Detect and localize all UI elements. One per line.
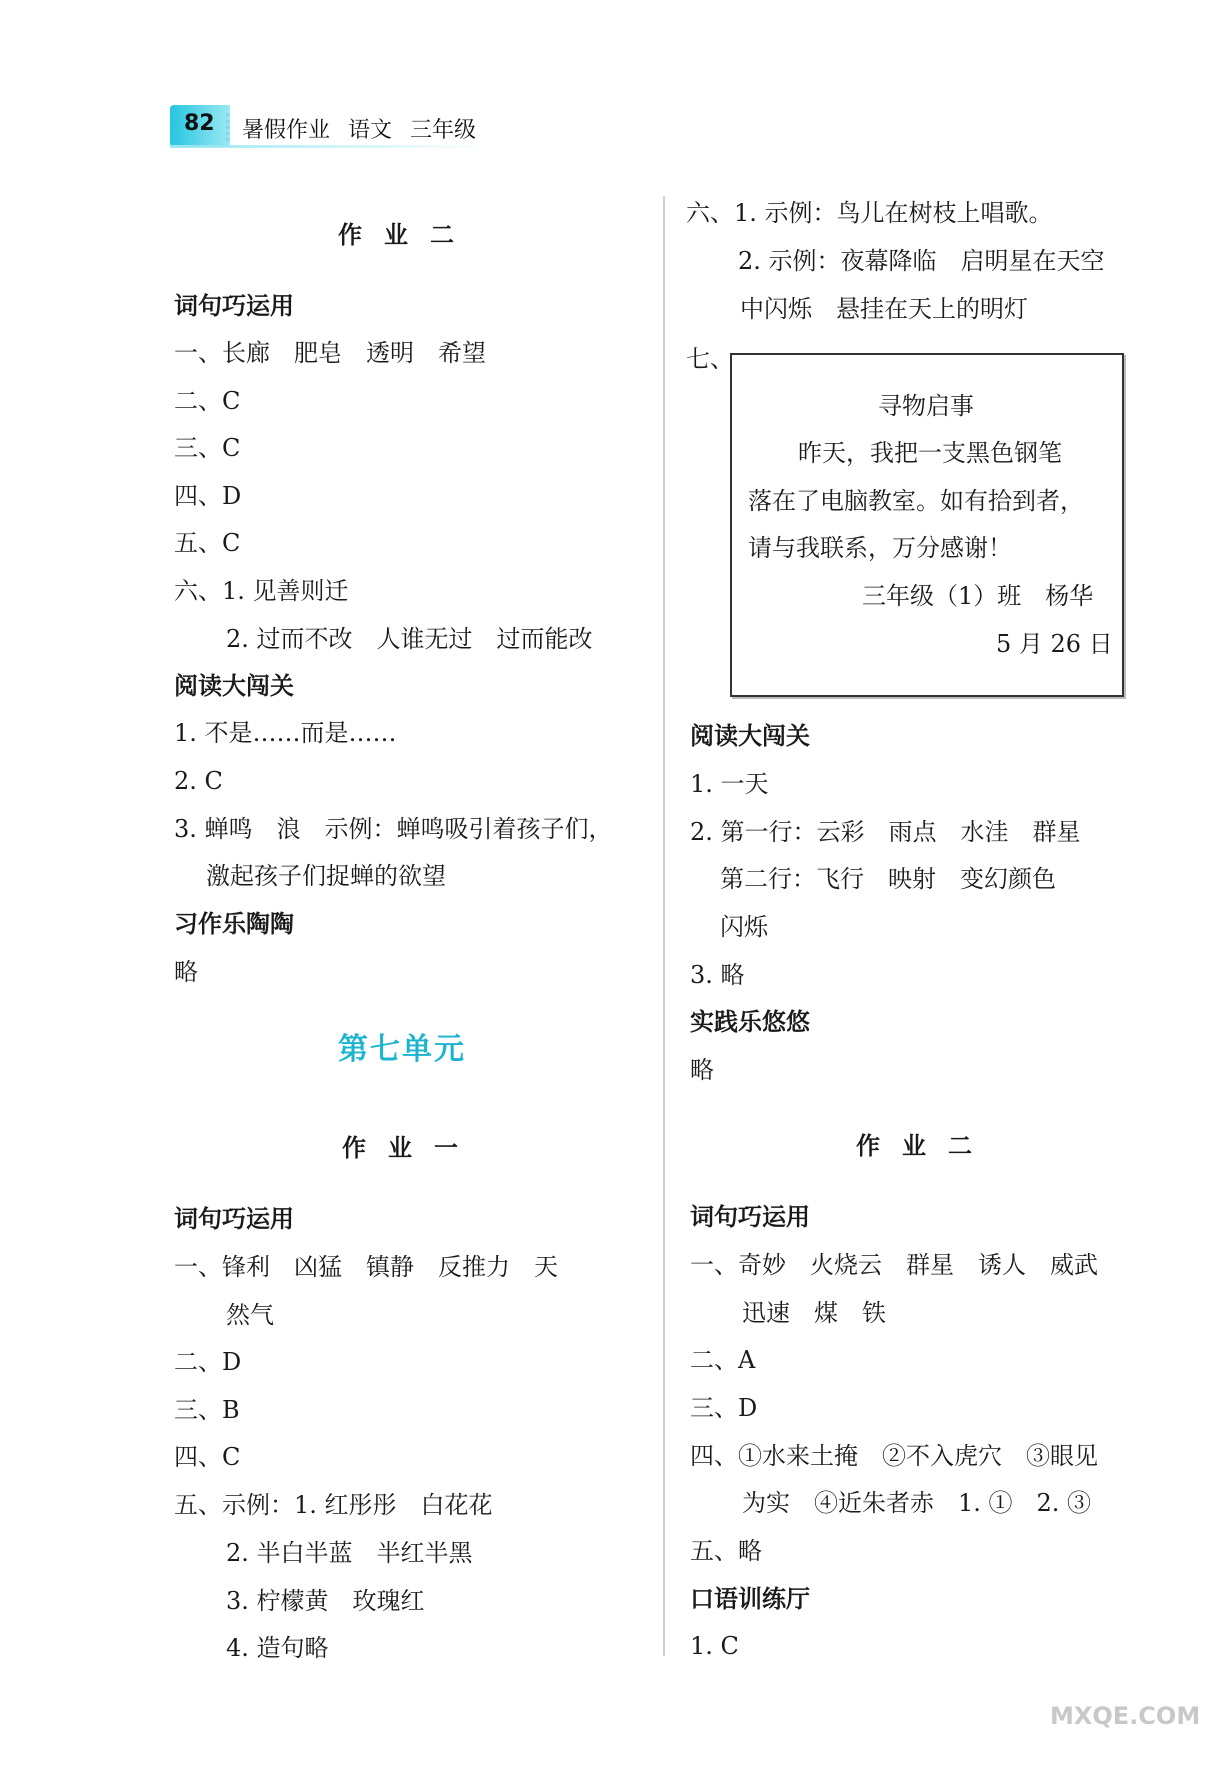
answer-line: 一、奇妙 火烧云 群星 诱人 威武 [690, 1251, 1098, 1279]
answer-line: 三、C [174, 434, 241, 462]
answer-line: 中闪烁 悬挂在天上的明灯 [740, 295, 1028, 323]
section-heading: 口语训练厅 [690, 1585, 810, 1613]
question-label: 七、 [686, 345, 734, 373]
header-title [242, 113, 494, 144]
grade: 三年级 [410, 118, 477, 143]
answer-line: 3. 柠檬黄 玫瑰红 [226, 1587, 425, 1615]
notice-title: 寻物启事 [878, 392, 974, 420]
section-heading: 词句巧运用 [174, 1205, 294, 1233]
answer-line: 迅速 煤 铁 [742, 1299, 886, 1327]
notice-line: 落在了电脑教室。如有拾到者， [748, 487, 1084, 515]
notice-line: 昨天，我把一支黑色钢笔 [798, 439, 1062, 467]
answer-line: 1. 不是……而是…… [174, 719, 397, 747]
subject: 语文 [348, 118, 393, 143]
header-underline [170, 145, 490, 148]
answer-line: 三、D [690, 1394, 758, 1422]
answer-line: 4. 造句略 [226, 1634, 329, 1662]
section-heading: 词句巧运用 [174, 292, 294, 320]
section-heading: 阅读大闯关 [174, 672, 294, 700]
answer-line: 二、D [174, 1348, 242, 1376]
page-number: 82 [184, 111, 215, 136]
answer-line: 3. 蝉鸣 浪 示例：蝉鸣吸引着孩子们， [174, 815, 613, 843]
homework-title: 作业一 [342, 1134, 480, 1162]
answer-line: 第二行：飞行 映射 变幻颜色 [720, 865, 1056, 893]
notice-signer: 三年级（1）班 杨华 [862, 582, 1094, 610]
answer-line: 2. 第一行：云彩 雨点 水洼 群星 [690, 818, 1081, 846]
section-heading: 习作乐陶陶 [174, 910, 294, 938]
answer-line: 六、1. 示例：鸟儿在树枝上唱歌。 [686, 199, 1053, 227]
answer-line: 六、1. 见善则迁 [174, 577, 349, 605]
notice-line: 请与我联系，万分感谢！ [748, 534, 1012, 562]
answer-line: 略 [690, 1056, 714, 1084]
section-heading: 阅读大闯关 [690, 722, 810, 750]
column-divider [663, 196, 665, 1656]
answer-line: 闪烁 [720, 913, 768, 941]
answer-line: 五、示例：1. 红彤彤 白花花 [174, 1491, 493, 1519]
answer-line: 五、略 [690, 1537, 762, 1565]
section-heading: 词句巧运用 [690, 1203, 810, 1231]
answer-line: 然气 [226, 1301, 274, 1329]
lost-item-notice [730, 353, 1124, 697]
unit-title: 第七单元 [338, 1032, 466, 1067]
answer-line: 四、C [174, 1443, 241, 1471]
section-heading: 实践乐悠悠 [690, 1008, 810, 1036]
answer-line: 为实 ④近朱者赤 1. ① 2. ③ [742, 1489, 1092, 1517]
answer-line: 二、A [690, 1346, 756, 1374]
answer-line: 二、C [174, 387, 241, 415]
homework-title: 作业二 [856, 1132, 994, 1160]
answer-line: 一、长廊 肥皂 透明 希望 [174, 339, 486, 367]
answer-line: 四、①水来土掩 ②不入虎穴 ③眼见 [690, 1442, 1098, 1470]
answer-line: 1. C [690, 1632, 739, 1660]
homework-title: 作业二 [338, 221, 476, 249]
answer-line: 三、B [174, 1396, 240, 1424]
header-divider-dots [226, 113, 233, 141]
notice-date: 5 月 26 日 [996, 630, 1113, 658]
answer-line: 2. C [174, 767, 223, 795]
answer-line: 3. 略 [690, 961, 745, 989]
answer-line: 四、D [174, 482, 242, 510]
answer-line: 2. 半白半蓝 半红半黑 [226, 1539, 473, 1567]
answer-line: 2. 示例：夜幕降临 启明星在天空 [738, 247, 1105, 275]
answer-line: 略 [174, 958, 198, 986]
answer-line: 2. 过而不改 人谁无过 过而能改 [226, 625, 593, 653]
site-watermark: MXQE.COM [1050, 1702, 1201, 1730]
book-title: 暑假作业 [242, 118, 331, 143]
answer-line: 激起孩子们捉蝉的欲望 [206, 862, 446, 890]
page-number-badge [170, 105, 230, 147]
answer-line: 1. 一天 [690, 770, 769, 798]
answer-line: 一、锋利 凶猛 镇静 反推力 天 [174, 1253, 558, 1281]
answer-line: 五、C [174, 529, 241, 557]
